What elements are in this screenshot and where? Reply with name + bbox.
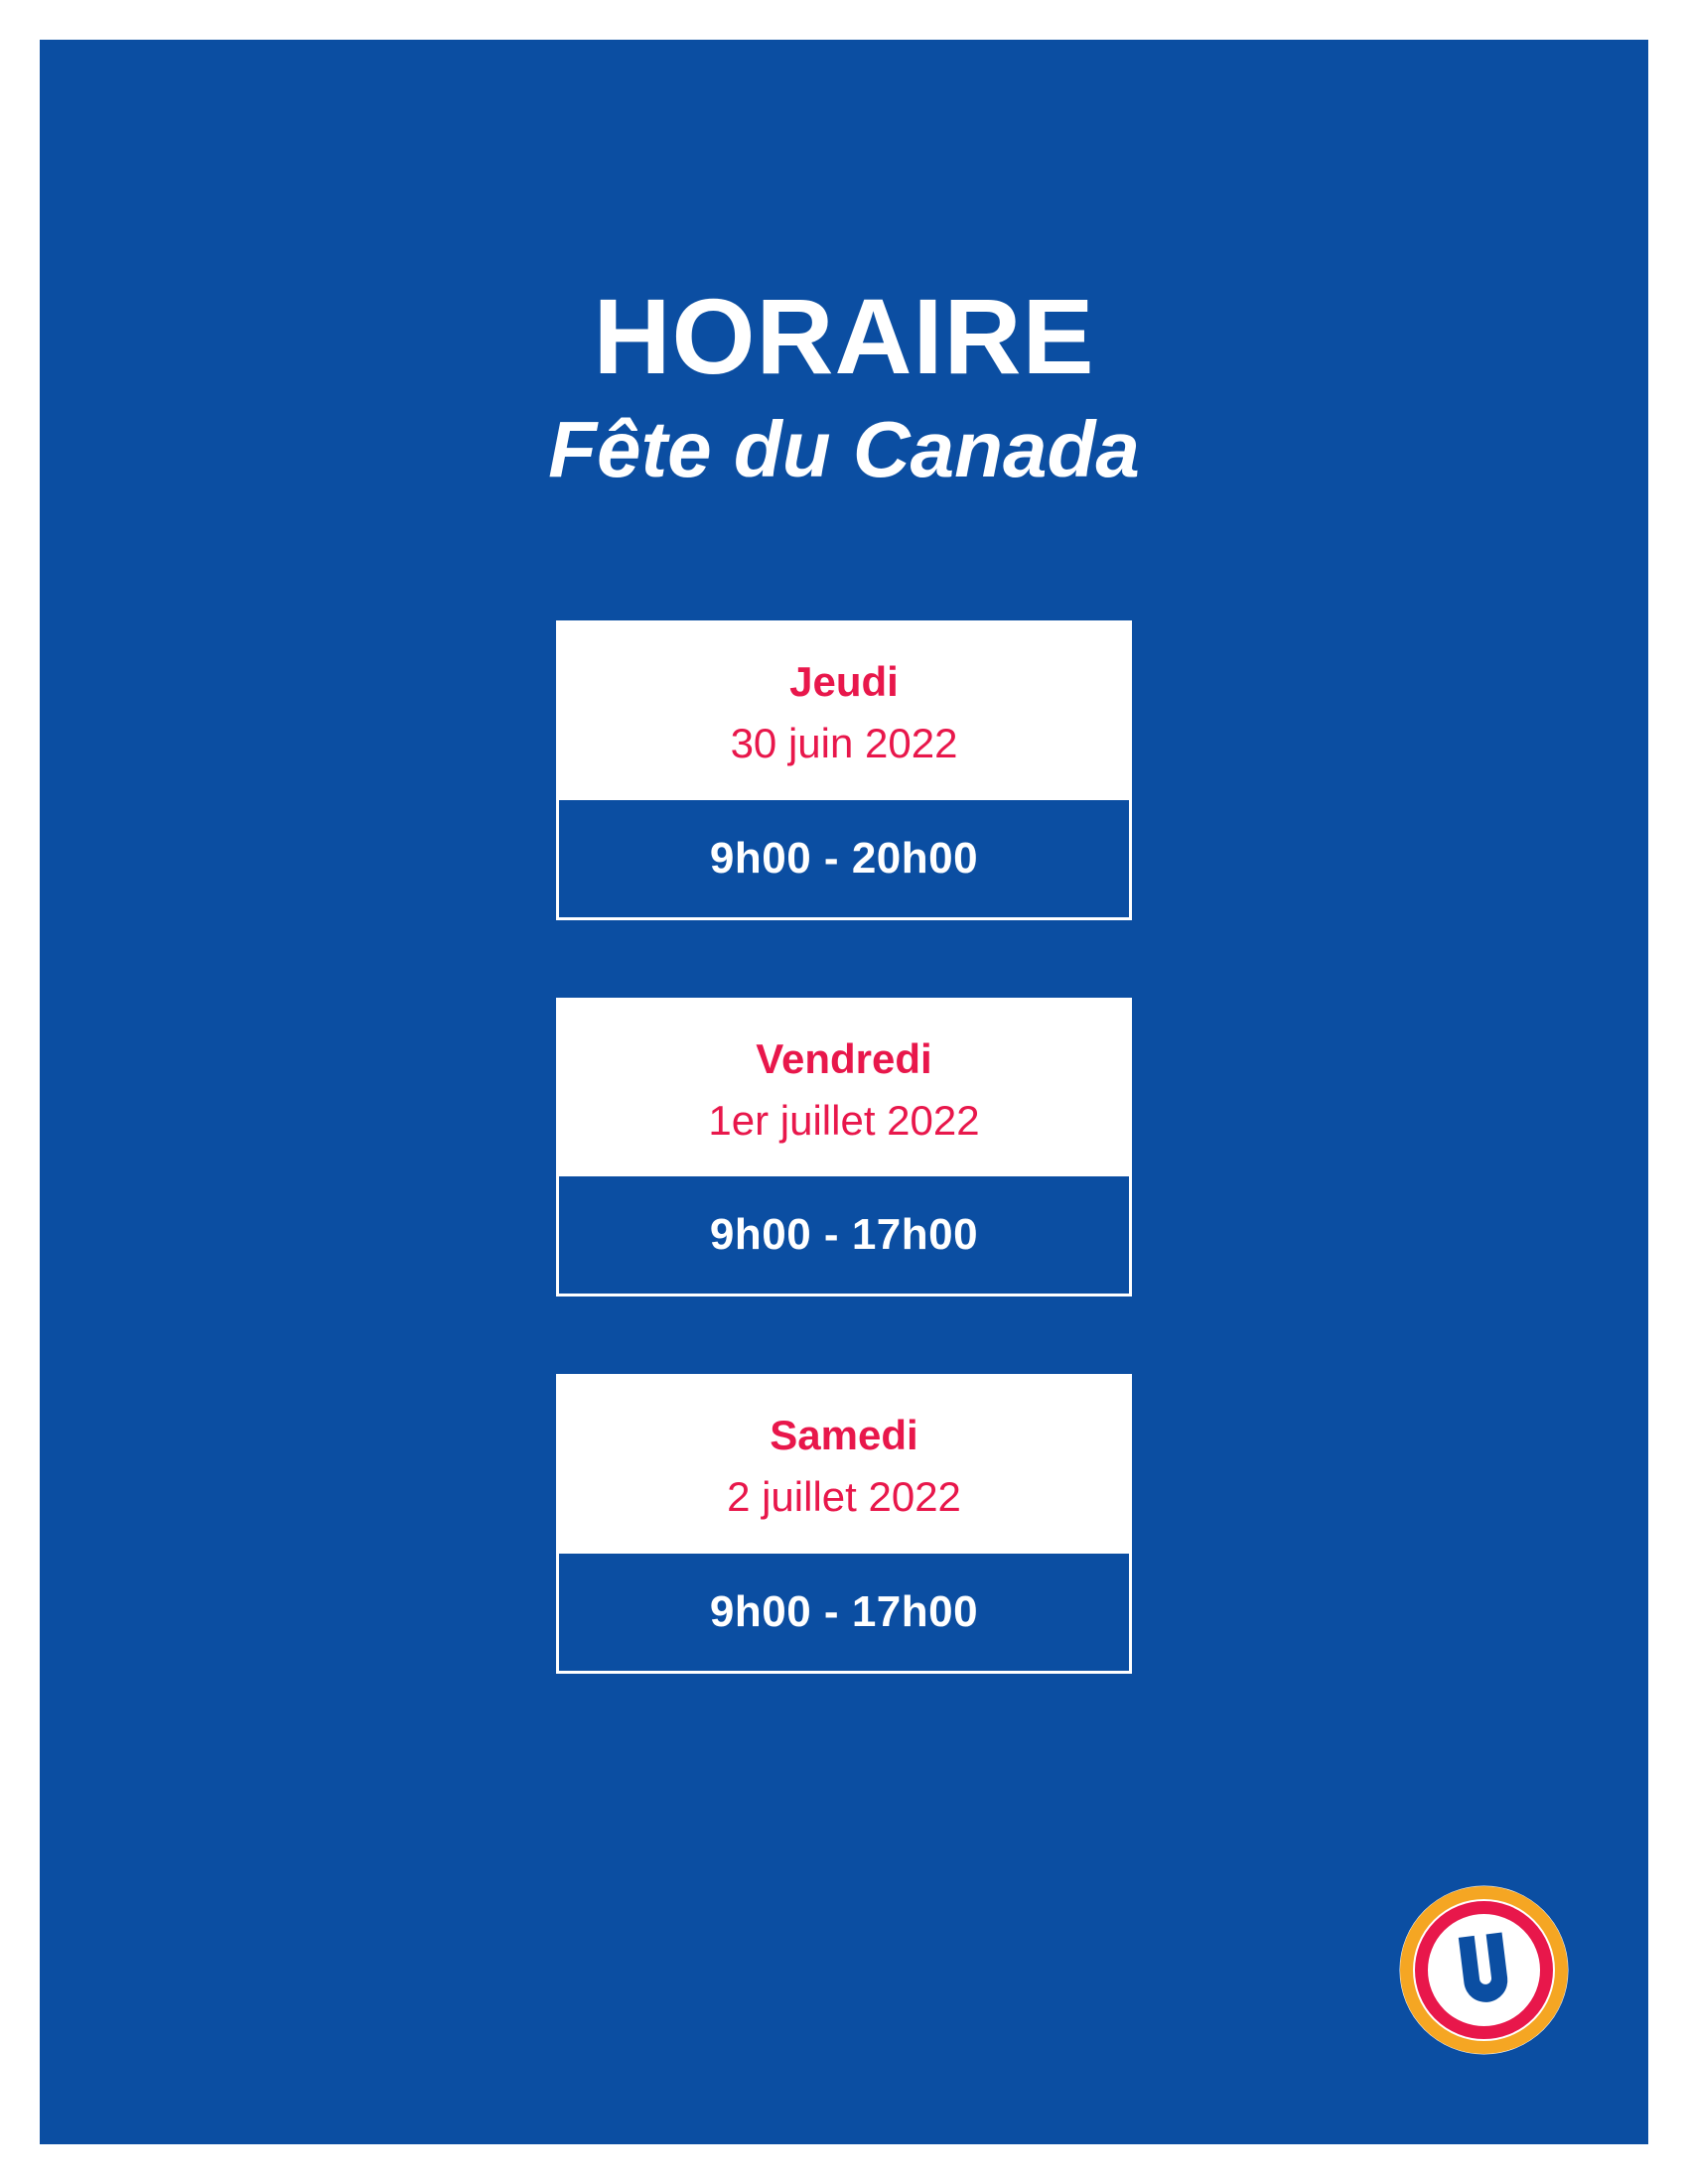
schedule-day: Jeudi [789,658,899,705]
schedule-hours: 9h00 - 20h00 [709,833,979,883]
schedule-card [556,1374,1132,1674]
schedule-day: Vendredi [756,1034,932,1082]
schedule-date: 2 juillet 2022 [727,1473,961,1521]
schedule-card [556,620,1132,920]
schedule-list [40,620,1648,1674]
schedule-card-hours-band [559,797,1129,917]
schedule-hours: 9h00 - 17h00 [709,1210,979,1260]
page-subtitle: Fête du Canada [548,405,1140,493]
schedule-card-header [559,1377,1129,1551]
schedule-card-hours-band [559,1173,1129,1294]
schedule-date: 30 juin 2022 [730,720,958,767]
poster-header [40,40,1648,491]
schedule-card-hours-band [559,1551,1129,1671]
schedule-card [556,998,1132,1297]
schedule-poster [40,40,1648,2144]
schedule-hours: 9h00 - 17h00 [709,1586,979,1636]
page-title: HORAIRE [593,276,1095,396]
schedule-day: Samedi [770,1412,918,1459]
schedule-card-header [559,1001,1129,1174]
brand-logo-icon [1397,1883,1571,2057]
schedule-card-header [559,623,1129,797]
schedule-date: 1er juillet 2022 [708,1096,980,1144]
